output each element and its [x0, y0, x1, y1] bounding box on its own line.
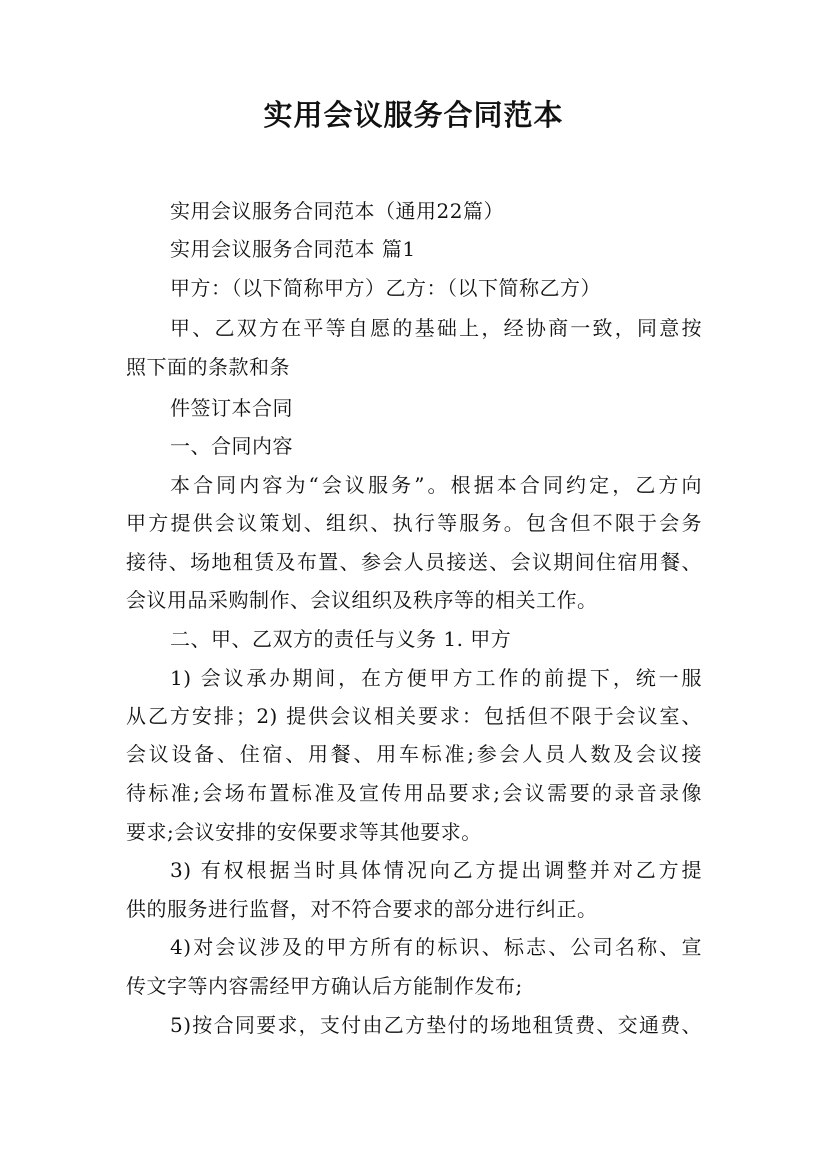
body-line: 1) 会议承办期间，在方便甲方工作的前提下，统一服 [170, 666, 702, 690]
body-line: 实用会议服务合同范本 篇1 [170, 237, 416, 261]
body-line: 3) 有权根据当时具体情况向乙方提出调整并对乙方提 [170, 858, 702, 882]
body-line: 会议用品采购制作、会议组织及秩序等的相关工作。 [126, 588, 598, 612]
body-line: 供的服务进行监督，对不符合要求的部分进行纠正。 [126, 897, 598, 921]
body-line: 一、合同内容 [170, 434, 293, 458]
body-line: 会议设备、住宿、用餐、用车标准;参会人员人数及会议接 [126, 742, 702, 766]
body-line: 甲方提供会议策划、组织、执行等服务。包含但不限于会务 [126, 511, 702, 535]
body-line: 本合同内容为“会议服务”。根据本合同约定，乙方向 [170, 473, 702, 497]
body-line: 甲方：（以下简称甲方）乙方：（以下简称乙方） [170, 276, 601, 300]
body-line: 要求;会议安排的安保要求等其他要求。 [126, 820, 482, 844]
body-line: 5)按合同要求，支付由乙方垫付的场地租赁费、交通费、 [170, 1013, 702, 1037]
body-line: 从乙方安排；2) 提供会议相关要求：包括但不限于会议室、 [126, 704, 702, 728]
body-line: 二、甲、乙双方的责任与义务 1. 甲方 [170, 627, 512, 651]
body-line: 待标准;会场布置标准及宣传用品要求;会议需要的录音录像 [126, 781, 702, 805]
body-line: 传文字等内容需经甲方确认后方能制作发布; [126, 974, 523, 998]
body-line: 4)对会议涉及的甲方所有的标识、标志、公司名称、宣 [170, 935, 702, 959]
body-line: 件签订本合同 [170, 396, 293, 420]
document-title: 实用会议服务合同范本 [263, 98, 564, 132]
body-line: 甲、乙双方在平等自愿的基础上，经协商一致，同意按 [170, 316, 702, 340]
body-line: 接待、场地租赁及布置、参会人员接送、会议期间住宿用餐、 [126, 550, 702, 574]
body-line: 实用会议服务合同范本（通用22篇） [170, 199, 504, 223]
body-line: 照下面的条款和条 [126, 355, 290, 379]
